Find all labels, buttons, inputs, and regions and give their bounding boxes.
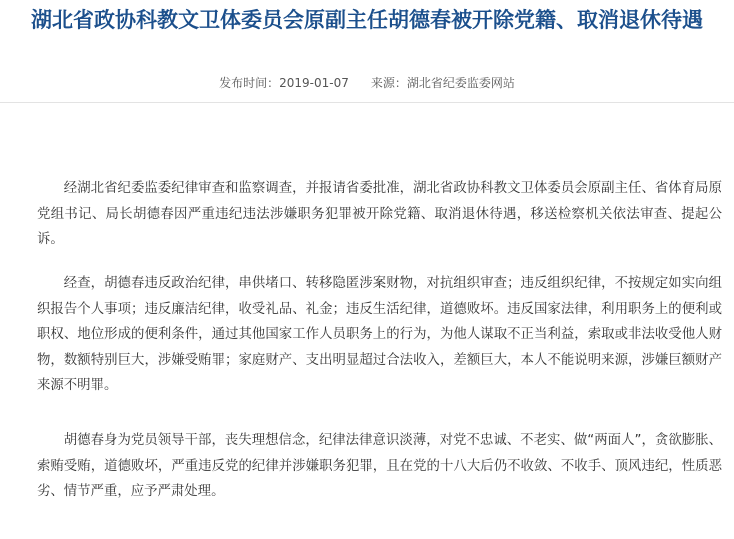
article-title: 湖北省政协科教文卫体委员会原副主任胡德春被开除党籍、取消退休待遇 [31, 8, 703, 32]
article-paragraph: 胡德春身为党员领导干部，丧失理想信念，纪律法律意识淡薄，对党不忠诚、不老实、做“两面人”，贪欲膨胀、索贿受贿，道德败坏，严重违反党的纪律并涉嫌职务犯罪，且在党的十八大后仍不收敛、不收手、顶风违纪，性质恶劣、情节严重，应予严肃处理。 [37, 433, 722, 499]
source-label: 来源： [370, 76, 407, 90]
source-name: 湖北省纪委监委网站 [406, 76, 515, 90]
article-meta [0, 74, 734, 92]
article-paragraph: 经湖北省纪委监委纪律审查和监察调查，并报请省委批准，湖北省政协科教文卫体委员会原副主任、省体育局原党组书记、局长胡德春因严重违纪违法涉嫌职务犯罪被开除党籍、取消退休待遇，移送检察机关依法审查、提起公诉。 [37, 181, 722, 247]
article-paragraph: 经查，胡德春违反政治纪律，串供堵口、转移隐匿涉案财物，对抗组织审查；违反组织纪律，不按规定如实向组织报告个人事项；违反廉洁纪律，收受礼品、礼金；违反生活纪律，道德败坏。违反国家法律，利用职务上的便利或职权、地位形成的便利条件，通过其他国家工作人员职务上的行为，为他人谋取不正当利益，索取或非法收受他人财物，数额特别巨大，涉嫌受贿罪；家庭财产、支出明显超过合法收入，差额巨大，本人不能说明来源，涉嫌巨额财产来源不明罪。 [37, 276, 722, 393]
title-divider [0, 102, 734, 103]
publish-time: 2019-01-07 [279, 76, 349, 90]
publish-time-label: 发布时间： [219, 76, 280, 90]
